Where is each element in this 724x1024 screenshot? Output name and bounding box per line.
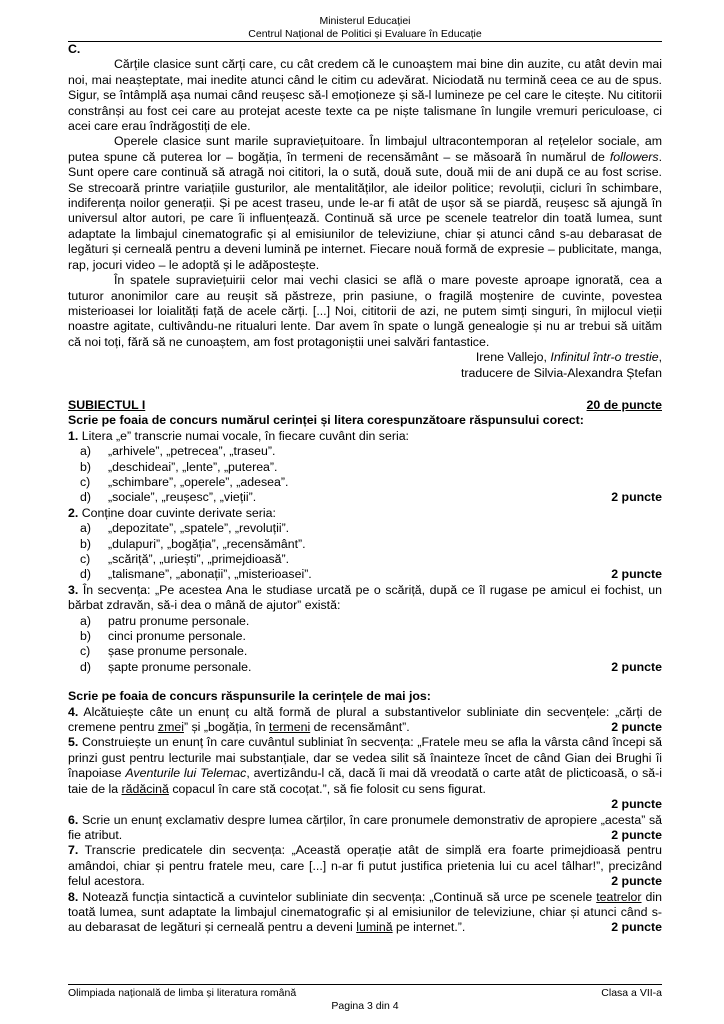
header-center: Centrul Național de Politici și Evaluare în Educație	[248, 27, 482, 40]
text-author: Irene Vallejo, Infinitul într-o trestie,	[475, 350, 662, 365]
text-paragraph-1: Cărțile clasice sunt cărți care, cu cât credem că le cunoaștem mai bine din auzite, cu atât devin mai noi, mai neașteptate, mai inedite atunci când le citim cu adevărat. Niciodată nu termină ceea ce au de spus. Sigur, se întâmplă așa numai când reușesc să-l emoționeze și să-l lumineze pe cel care le citește. Nu cititorii constrânși au fost cei care au protejat aceste texte ca pe niște talismane în lungile vremuri periculoase, ci acei care erau îndrăgostiți de ele.	[68, 57, 662, 134]
instruction-1: Scrie pe foaia de concurs numărul cerinței și litera corespunzătoare răspunsului corect:	[68, 413, 584, 428]
question-6: 6. Scrie un enunț exclamativ despre lumea cărților, în care pronumele demonstrativ de apropiere „acesta” să fie atribut. 2 puncte	[68, 812, 662, 842]
question-4: 4. Alcătuiește câte un enunț cu altă formă de plural a substantivelor subliniate din secvențele: „cărți de cremene pentru zmei” și „bogăția, în termeni de recensământ”. 2 puncte	[68, 704, 662, 735]
page-header	[68, 15, 662, 40]
q7-points: 2 puncte	[611, 874, 662, 889]
q4-points: 2 puncte	[611, 720, 662, 735]
question-8: 8. Notează funcția sintactică a cuvintelor subliniate din secvența: „Continuă să urce pe scenele teatrelor din toată lumea, sunt adaptate la limbajul cinematografic și al emisiunilor de televiziune, chiar și atunci când s-au debarasat de legături și cerneală pentru a deveni lumină pe internet.”. 2 puncte	[68, 889, 662, 935]
footer-class: Clasa a VII-a	[601, 987, 662, 999]
footer-page-number: Pagina 3 din 4	[331, 999, 399, 1012]
q1-option-b: b) „deschideai”, „lente”, „puterea”.	[80, 459, 278, 474]
q1-points: 2 puncte	[611, 490, 662, 505]
subject-points: 20 de puncte	[586, 397, 662, 412]
instruction-2: Scrie pe foaia de concurs răspunsurile la cerințele de mai jos:	[68, 689, 431, 704]
text-paragraph-2: Operele clasice sunt marile supraviețuitoare. În limbajul ultracontemporan al rețelelor sociale, am putea spune că puterea lor – bogăția, în termeni de recensământ – se măsoară în numărul de followers. Sunt opere care continuă să atragă noi cititori, la o sută, două sute, două mii de ani după ce au fost scrise. Se strecoară printre variațiile gusturilor, ale mentalităților, ale ideilor politice; revoluții, cicluri în schimbare, indiferența noilor generații. Și pe acest traseu, unde le-ar fi atât de ușor să se piardă, reușesc să ajungă în universul altor autori, pe care îi influențează. Continuă să urce pe scenele teatrelor din toată lumea, sunt adaptate la limbajul cinematografic și al emisiunilor de televiziune, chiar și atunci când s-au debarasat de legături și cerneală pentru a deveni lumină pe internet. Fiecare nouă formă de expresie – publicitate, manga, rap, jocuri video – le adoptă și le adăpostește.	[68, 134, 662, 272]
q2-option-b: b) „dulapuri”, „bogăția”, „recensământ”.	[80, 536, 306, 551]
footer-olympiad: Olimpiada națională de limba și literatura română	[68, 987, 297, 999]
q1-option-a: a) „arhivele”, „petrecea”, „traseu”.	[80, 444, 276, 459]
question-2: 2. Conține doar cuvinte derivate seria:	[68, 505, 276, 520]
q2-option-a: a) „depozitate”, „spatele”, „revoluții”.	[80, 521, 290, 536]
q3-option-a: a) patru pronume personale.	[80, 613, 250, 628]
page-footer	[68, 984, 662, 1012]
subject-heading	[68, 398, 662, 413]
question-3: 3. În secvența: „Pe acestea Ana le studiase urcată pe o scăriță, după ce îl rugase pe amicul ei fochist, un bărbat zdravăn, să-i dea o mână de ajutor” există:	[68, 582, 662, 613]
document-page	[68, 0, 662, 936]
q3-option-d: d) șapte pronume personale. 2 puncte	[80, 659, 662, 674]
q2-points: 2 puncte	[611, 567, 662, 582]
footer-rule	[68, 984, 662, 985]
question-5: 5. Construiește un enunț în care cuvântul subliniat în secvența: „Fratele meu se afla la vârsta când începi să prinzi gust pentru lecturile mai substanțiale, dar se vedea silit să înainteze încet de când Gian dei Brughi îi înapoiase Aventurile lui Telemac, avertizându-l că, dacă îi mai dă vreodată o carte atât de plicticoasă, o să-i taie de la rădăcină copacul în care stă cocoțat.”, să fie folosit cu sens figurat.	[68, 735, 662, 796]
q1-option-d: d) „sociale”, „reușesc”, „vieții”. 2 puncte	[80, 490, 662, 505]
header-ministry: Ministerul Educației	[319, 15, 411, 27]
q3-option-c: c) șase pronume personale.	[80, 644, 248, 659]
subject-title: SUBIECTUL I	[68, 397, 146, 412]
q2-option-d: d) „talismane”, „abonații”, „misterioasei”. 2 puncte	[80, 567, 662, 582]
question-7: 7. Transcrie predicatele din secvența: „Această operație atât de simplă era foarte primejdioasă pentru amândoi, chiar și pentru fratele meu, care [...] n-ar fi putut justifica prietenia lui cu acel tâlhar!”, precizând felul acestora. 2 puncte	[68, 843, 662, 889]
section-label: C.	[68, 42, 81, 56]
q8-points: 2 puncte	[611, 920, 662, 935]
q5-points: 2 puncte	[611, 797, 662, 812]
text-translator: traducere de Silvia-Alexandra Ștefan	[460, 365, 662, 380]
q3-points: 2 puncte	[611, 659, 662, 674]
text-paragraph-3: În spatele supraviețuirii celor mai vechi clasici se află o mare poveste aproape ignorată, cea a tuturor anonimilor care au reușit să păstreze, prin pasiune, o fragilă moștenire de cuvinte, povestea misterioasei lor loialități față de acele cărți. [...] Noi, cititorii de azi, ne putem simți singuri, în mijlocul vieții noastre agitate, cultivându-ne ritualuri lente. Dar avem în spate o lungă genealogie și nu ar trebui să uităm că noi toți, fără să ne cunoaștem, am fost protagoniștii unei salvări fantastice.	[68, 273, 662, 349]
question-1: 1. Litera „e” transcrie numai vocale, în fiecare cuvânt din seria:	[68, 428, 409, 443]
q3-option-b: b) cinci pronume personale.	[80, 629, 246, 644]
q1-option-c: c) „schimbare”, „operele”, „adesea”.	[80, 474, 289, 489]
q6-points: 2 puncte	[611, 827, 662, 842]
q2-option-c: c) „scăriță”, „uriești”, „primejdioasă”.	[80, 552, 290, 566]
